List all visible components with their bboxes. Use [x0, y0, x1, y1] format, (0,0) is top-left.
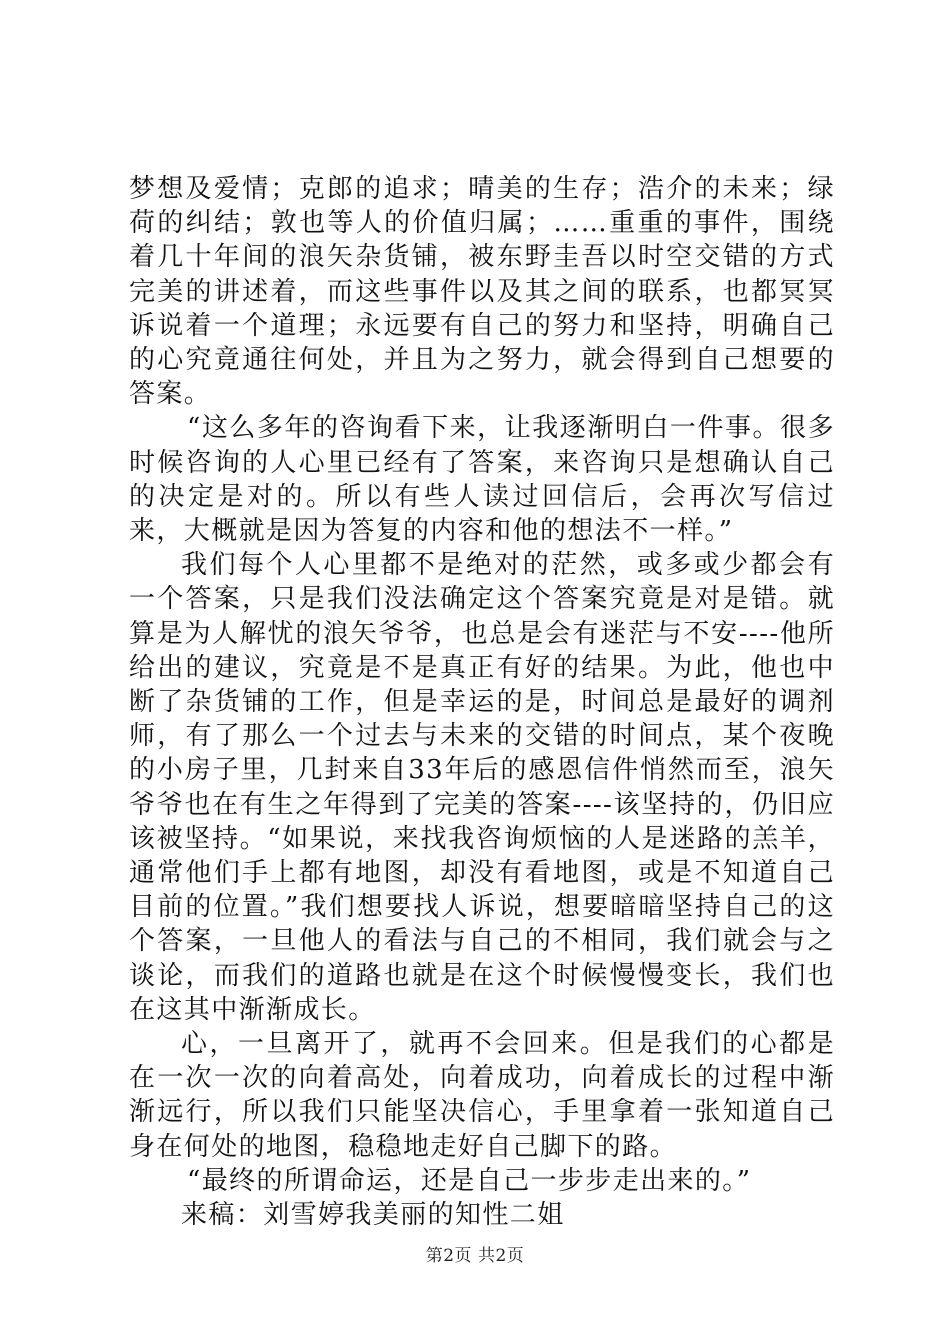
paragraph-answer: 我们每个人心里都不是绝对的茫然，或多或少都会有一个答案，只是我们没法确定这个答案究竟是对是错。就算是为人解忧的浪矢爷爷，也总是会有迷茫与不安----他所给出的建议，究竟是不是真正有好的结果。为此，他也中断了杂货铺的工作，但是幸运的是，时间总是最好的调剂师，有了那么一个过去与未来的交错的时间点，某个夜晚的小房子里，几封来自33年后的感恩信件悄然而至，浪矢爷爷也在有生之年得到了完美的答案----该坚持的，仍旧应该被坚持。“如果说，来找我咨询烦恼的人是迷路的羔羊，通常他们手上都有地图，却没有看地图，或是不知道自己目前的位置。”我们想要找人诉说，想要暗暗坚持自己的这个答案，一旦他人的看法与自己的不相同，我们就会与之谈论，而我们的道路也就是在这个时候慢慢变长，我们也在这其中渐渐成长。 — [129, 550, 835, 1025]
paragraph-contributor: 来稿：刘雪婷我美丽的知性二姐 — [181, 1200, 565, 1231]
page-number-footer: 第2页 共2页 — [425, 1246, 525, 1266]
paragraph-heart: 心，一旦离开了，就再不会回来。但是我们的心都是在一次一次的向着高处，向着成功，向着成长的过程中渐渐远行，所以我们只能坚决信心，手里拿着一张知道自己身在何处的地图，稳稳地走好自己脚下的路。 — [129, 1029, 835, 1162]
paragraph-quote-destiny: “最终的所谓命运，还是自己一步步走出来的。” — [187, 1165, 752, 1196]
article-body — [129, 172, 835, 1232]
paragraph-intro: 梦想及爱情；克郎的追求；晴美的生存；浩介的未来；绿荷的纠结；敦也等人的价值归属；……重重的事件，围绕着几十年间的浪矢杂货铺，被东野圭吾以时空交错的方式完美的讲述着，而这些事件以及其之间的联系，也都冥冥诉说着一个道理；永远要有自己的努力和坚持，明确自己的心究竟通往何处，并且为之努力，就会得到自己想要的答案。 — [129, 174, 835, 410]
paragraph-quote-consultation: “这么多年的咨询看下来，让我逐渐明白一件事。很多时候咨询的人心里已经有了答案，来咨询只是想确认自己的决定是对的。所以有些人读过回信后，会再次写信过来，大概就是因为答复的内容和他的想法不一样。” — [129, 413, 835, 547]
